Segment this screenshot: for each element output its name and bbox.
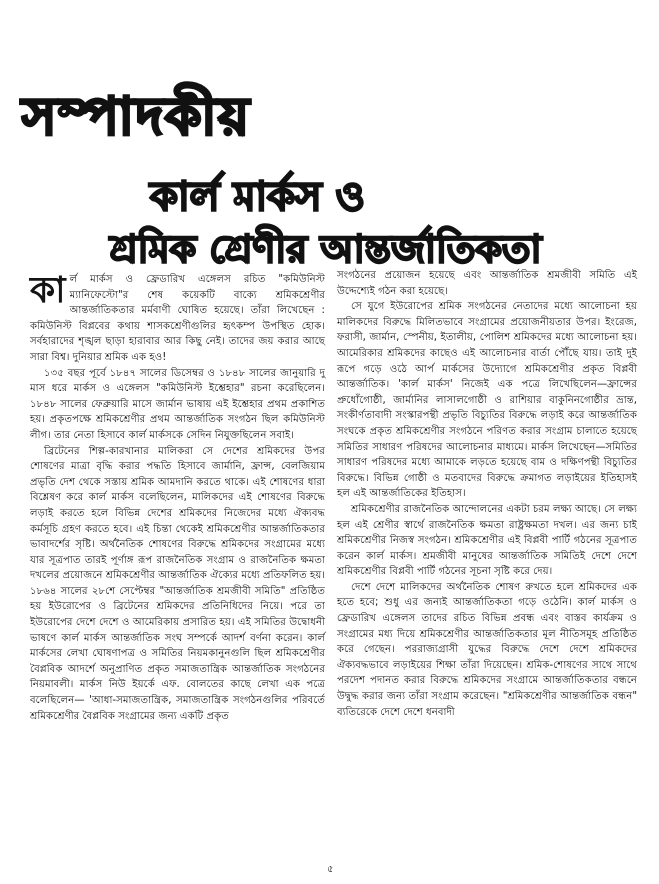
paragraph: সংগঠনের প্রয়োজন হয়েছে এবং আন্তর্জাতিক শ্রমজীবী সমিতি এই উদ্দেশ্যেই গঠন করা হয়েছে। <box>337 270 637 297</box>
headline-line-1: কার্ল মার্কস ও <box>150 173 365 220</box>
paragraph <box>30 269 325 366</box>
left-column <box>30 269 326 724</box>
drop-cap: কা <box>30 269 66 311</box>
paragraph: শ্রমিকশ্রেণীর রাজনৈতিক আন্দোলনের একটা চরম লক্ষ্য আছে। সে লক্ষ্য হল এই শ্রেণীর স্বার্থে রাজনৈতিক ক্ষমতা রাষ্ট্রক্ষমতা দখল। এর জন্য চাই শ্রমিকশ্রেণীর নিজস্ব সংগঠন। শ্রমিকশ্রেণীর এই বিপ্লবী পার্টি গঠনের সূত্রপাত করেন কার্ল মার্কস। শ্রমজীবী মানুষের আন্তর্জাতিক সমিতিই দেশে দেশে শ্রমিকশ্রেণীর বিপ্লবী পার্টি গঠনের সূচনা সৃষ্টি করে দেয়। <box>337 503 637 578</box>
paragraph: ১৩৫ বছর পূর্বে ১৮৪৭ সালের ডিসেম্বর ও ১৮৪৮ সালের জানুয়ারি দু মাস ধরে মার্কস ও এঙ্গেলস "কমিউনিস্ট ইশ্তেহার" রচনা করেছিলেন। ১৮৪৮ সালের ফেব্রুয়ারি মাসে জার্মান ভাষায় এই ইশ্তেহার প্রথম প্রকাশিত হয়। প্রকৃতপক্ষে শ্রমিকশ্রেণীর প্রথম আন্তর্জাতিক সংগঠন ছিল কমিউনিস্ট লীগ। তার নেতা হিসাবে কার্ল মার্কসকে সেদিন নিযুক্তছিলেন সবাই। <box>30 367 325 441</box>
editorial-masthead <box>22 72 251 162</box>
headline-line-2: শ্রমিক শ্রেণীর আন্তর্জাতিকতা <box>110 226 542 271</box>
paragraph: দেশে দেশে মালিকদের অর্থনৈতিক শোষণ রুখতে হলে শ্রমিকদের এক হতে হবে; শুধু এর জন্যই আন্তর্জাতিকতা গড়ে ওঠেনি। কার্ল মার্কস ও ফ্রেডারিখ এঙ্গেলস তাদের রচিত বিভিন্ন প্রবন্ধ এবং বাস্তব কার্যক্রম ও সংগ্রামের মধ্য দিয়ে শ্রমিকশ্রেণীর আন্তর্জাতিকতার মূল নীতিসমূহ প্রতিষ্ঠিত করে গেছেন। পররাজ্যগ্রাসী যুদ্ধের বিরুদ্ধে দেশে দেশে শ্রমিকদের ঐক্যবদ্ধভাবে লড়াইয়ের শিক্ষা তাঁরা দিয়েছেন। শ্রমিক-শোষণের সাথে সাথে পরদেশ পদানত করার বিরুদ্ধে শ্রমিকদের সংগ্রামে আন্তর্জাতিকতার বন্ধনে উদ্বুদ্ধ করার জন্য তাঁরা সংগ্রাম করেছেন। "শ্রমিকশ্রেণীর আন্তর্জাতিক বন্ধন" ব্যতিরেকে দেশে দেশে ধনবাদী <box>337 581 637 718</box>
article-headline <box>110 172 630 276</box>
right-column <box>337 268 637 720</box>
masthead-title: সম্পাদকীয় <box>22 86 251 147</box>
paragraph-text: র্ল মার্কস ও ফ্রেডারিখ এঙ্গেলস রচিত "কমিউনিস্ট ম্যানিফেস্টো"র শেষ কয়েকটি বাক্যে শ্রমিকশ্রেণীর আন্তর্জাতিকতার মর্মবাণী ঘোষিত হয়েছে। তাঁরা লিখেছেন : কমিউনিস্ট বিপ্লবের কথায় শাসকশ্রেণীগুলির হৃৎকম্প উপস্থিত হোক। সর্বহারাদের শৃঙ্খল ছাড়া হারাবার আর কিছু নেই। তাদের জয় করার আছে সারা বিশ্ব। দুনিয়ার শ্রমিক এক হও! <box>30 274 325 363</box>
page-number: ৫ <box>327 864 334 875</box>
paragraph: সে যুগে ইউরোপের শ্রমিক সংগঠনের নেতাদের মধ্যে আলোচনা হয় মালিকদের বিরুদ্ধে মিলিতভাবে সংগ্রামের প্রয়োজনীয়তার উপর। ইংরেজ, ফরাসী, জার্মান, স্পেনীয়, ইতালীয়, পোলিশ শ্রমিকদের মধ্যে আলোচনা হয়। আমেরিকার শ্রমিকদের কাছেও এই আলোচনার বার্তা পৌঁছে যায়। তাই দুই রূপে গড়ে ওঠে আর্প মার্কসের উদ্যোগে শ্রমিকশ্রেণীর প্রকৃত বিপ্লবী আন্তর্জাতিক। 'কার্ল মার্কস' নিজেই এক পত্রে লিখেছিলেন—ফ্রান্সের প্রুধোঁগোষ্ঠী, জার্মানির লাসালগোষ্ঠী ও রাশিয়ার বাকুনিনগোষ্ঠীর ভ্রান্ত, সংকীর্ণতাবাদী সংস্কারপন্থী প্রভৃতি বিচ্যুতির বিরুদ্ধে লড়াই করে আন্তর্জাতিক সংঘকে প্রকৃত শ্রমিকশ্রেণীর সংগঠনে পরিণত করার সংগ্রাম চালাতে হয়েছে সমিতির সাধারণ পরিষদের আলোচনার মাধ্যমে। মার্কস লিখেছেন—সমিতির সাধারণ পরিষদের মধ্যে আমাকে লড়তে হয়েছে বাম ও দক্ষিণপন্থী বিচ্যুতির বিরুদ্ধে। বিভিন্ন গোষ্ঠী ও মতবাদের বিরুদ্ধে ক্রমাগত লড়াইয়ের ইতিহাসই হল এই আন্তর্জাতিকের ইতিহাস। <box>337 301 637 500</box>
paragraph: ব্রিটেনের শিল্প-কারখানার মালিকরা সে দেশের শ্রমিকদের উপর শোষণের মাত্রা বৃদ্ধি করার পদ্ধতি হিসাবে জার্মানি, ফ্রান্স, বেলজিয়াম প্রভৃতি দেশ থেকে সস্তায় শ্রমিক আমদানি করতে থাকে। এই শোষণের ধারা বিশ্লেষণ করে কার্ল মার্কস বলেছিলেন, মালিকদের এই শোষণের বিরুদ্ধে লড়াই করতে হলে বিভিন্ন দেশের শ্রমিকদের নিজেদের মধ্যে ঐক্যবদ্ধ কর্মসূচি গ্রহণ করতে হবে। এই চিন্তা থেকেই শ্রমিকশ্রেণীর আন্তর্জাতিকতার ভাবাদর্শের সৃষ্টি। অর্থনৈতিক শোষণের বিরুদ্ধে শ্রমিকদের সংগ্রামের মধ্যে যার সূত্রপাত তারই পূর্ণাঙ্গ রূপ রাজনৈতিক সংগ্রাম ও রাজনৈতিক ক্ষমতা দখলের প্রয়োজনে শ্রমিকশ্রেণীর আন্তর্জাতিক ঐক্যের মধ্যে প্রতিফলিত হয়। ১৮৬৪ সালের ২৮শে সেপ্টেম্বর "আন্তর্জাতিক শ্রমজীবী সমিতি" প্রতিষ্ঠিত হয় ইউরোপের ও ব্রিটেনের শ্রমিকদের প্রতিনিধিদের নিয়ে। পরে তা ইউরোপের দেশে দেশে ও আমেরিকায় প্রসারিত হয়। এই সমিতির উদ্বোধনী ভাষণে কার্ল মার্কস আন্তর্জাতিক সংঘ সম্পর্কে আদর্শ বর্ণনা করেন। কার্ল মার্কসের লেখা ঘোষণাপত্র ও সমিতির নিয়মকানুনগুলি ছিল শ্রমিকশ্রেণীর বৈপ্লবিক আদর্শে অনুপ্রাণিত প্রকৃত সমাজতান্ত্রিক আন্তর্জাতিক সংগঠনের নিয়মাবলী। মার্কস নিউ ইয়র্কে এফ. বোলতের কাছে লেখা এক পত্রে বলেছিলেন— 'আধা-সমাজতান্ত্রিক, সমাজতান্ত্রিক সংগঠনগুলির পরিবর্তে শ্রমিকশ্রেণীর বৈপ্লবিক সংগ্রামের জন্য একটি প্রকৃত <box>30 445 326 722</box>
